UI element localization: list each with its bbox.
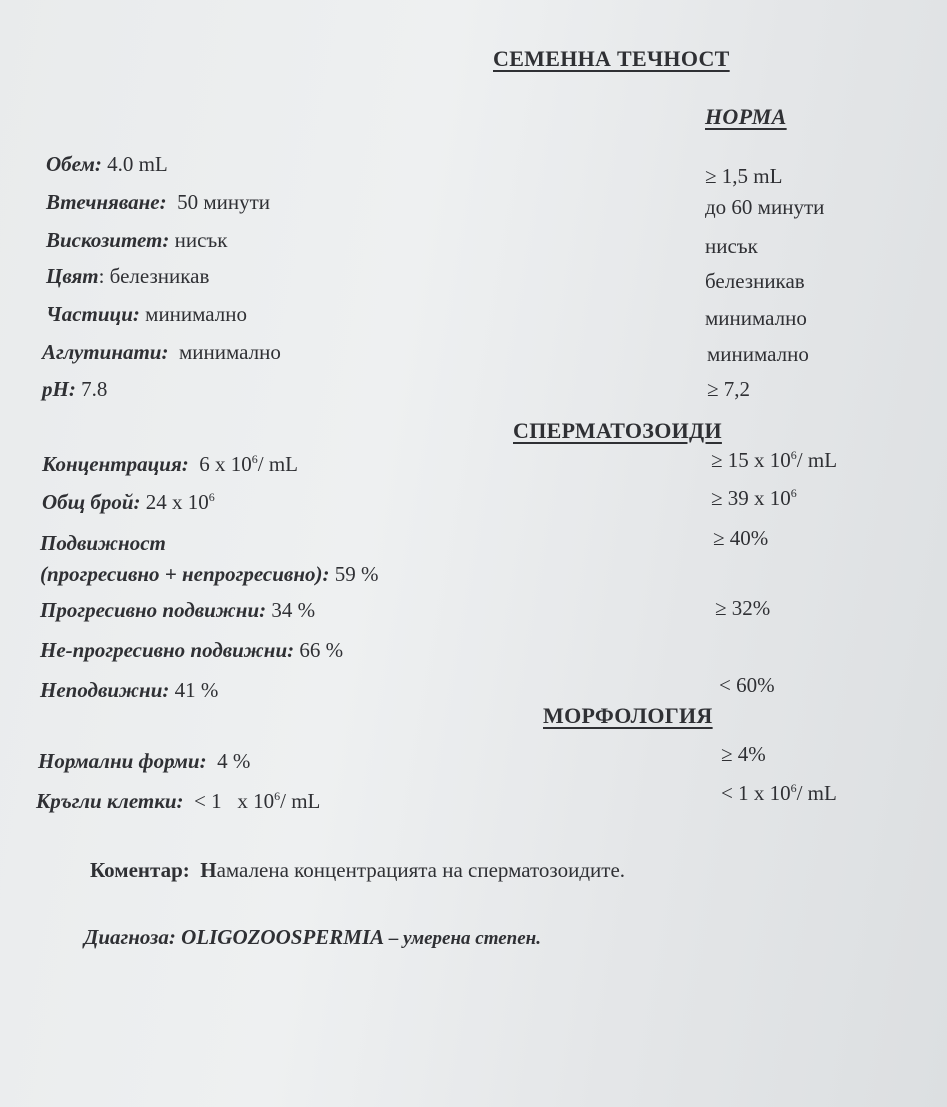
value-non-progressive: 66 % xyxy=(294,638,344,662)
norm-normal-forms: ≥ 4% xyxy=(721,742,766,766)
heading-semen-fluid: СЕМЕННА ТЕЧНОСТ xyxy=(493,46,730,71)
value-ph: 7.8 xyxy=(75,377,108,401)
norm-concentration-value: ≥ 15 x 10 xyxy=(711,448,791,472)
row-color xyxy=(46,264,209,289)
label-volume: Обем: xyxy=(46,152,102,176)
label-motility-detail: (прогресивно + непрогресивно): xyxy=(40,562,330,586)
row-non-progressive xyxy=(40,638,343,663)
norm-motility: ≥ 40% xyxy=(713,526,769,550)
diagnosis-label: Диагноза: xyxy=(84,925,176,949)
norm-total-count-exp: 6 xyxy=(790,486,797,500)
row-volume xyxy=(46,152,168,177)
diagnosis-line xyxy=(84,925,541,950)
value-round-cells: < 1 x 10 xyxy=(183,789,275,813)
norm-round-cells-exp: 6 xyxy=(790,781,797,795)
label-agglutinates: Аглутинати: xyxy=(42,340,169,364)
label-non-progressive: Не-прогресивно подвижни: xyxy=(40,638,295,662)
diagnosis-tail: – умерена степен. xyxy=(384,928,541,949)
label-particles: Частици: xyxy=(46,302,140,326)
norm-immotile: < 60% xyxy=(719,673,775,697)
value-motility: 59 % xyxy=(329,562,379,586)
value-progressive: 34 % xyxy=(266,598,316,622)
norm-concentration xyxy=(711,448,837,473)
row-ph xyxy=(42,377,107,402)
row-concentration xyxy=(42,452,298,477)
value-particles: минимално xyxy=(139,302,248,326)
norm-round-cells-unit: / mL xyxy=(796,781,837,805)
label-normal-forms: Нормални форми: xyxy=(38,749,207,773)
value-immotile: 41 % xyxy=(169,678,219,702)
label-viscosity: Вискозитет: xyxy=(46,228,170,252)
exp-total-count: 6 xyxy=(208,490,215,504)
unit-concentration: / mL xyxy=(257,452,299,476)
value-normal-forms: 4 % xyxy=(206,749,251,773)
label-total-count: Общ брой: xyxy=(42,490,141,514)
unit-round-cells: / mL xyxy=(280,789,321,813)
norm-progressive: ≥ 32% xyxy=(715,596,771,620)
heading-spermatozoa: СПЕРМАТОЗОИДИ xyxy=(513,418,722,443)
value-total-count: 24 x 10 xyxy=(140,490,209,514)
label-round-cells: Кръгли клетки: xyxy=(36,789,184,813)
value-concentration: 6 x 10 xyxy=(188,452,252,476)
diagnosis-value: OLIGOZOOSPERMIA xyxy=(175,925,385,949)
value-liquefaction: 50 минути xyxy=(166,190,271,214)
row-liquefaction xyxy=(46,190,270,215)
row-viscosity xyxy=(46,228,227,253)
norm-concentration-unit: / mL xyxy=(796,448,838,472)
norm-concentration-exp: 6 xyxy=(790,448,797,462)
row-immotile xyxy=(40,678,218,703)
exp-round-cells: 6 xyxy=(274,789,281,803)
label-color: Цвят xyxy=(46,264,99,288)
label-motility: Подвижност xyxy=(40,531,166,555)
row-round-cells xyxy=(36,789,320,814)
value-color: : белезникав xyxy=(98,264,210,288)
row-particles xyxy=(46,302,247,327)
norm-agglutinates: минимално xyxy=(707,342,809,366)
norm-round-cells-value: < 1 x 10 xyxy=(721,781,791,805)
comment-lead: Н xyxy=(189,858,217,882)
norm-particles: минимално xyxy=(705,306,807,330)
norm-ph: ≥ 7,2 xyxy=(707,377,751,401)
value-agglutinates: минимално xyxy=(168,340,281,364)
norm-total-count xyxy=(711,486,797,511)
heading-morphology: МОРФОЛОГИЯ xyxy=(543,703,713,728)
label-immotile: Неподвижни: xyxy=(40,678,170,702)
row-agglutinates xyxy=(42,340,281,365)
heading-norm: НОРМА xyxy=(705,104,787,129)
value-viscosity: нисък xyxy=(169,228,228,252)
norm-color: белезникав xyxy=(705,269,805,293)
row-progressive xyxy=(40,598,315,623)
row-total-count xyxy=(42,490,215,515)
norm-liquefaction: до 60 минути xyxy=(705,195,825,219)
exp-concentration: 6 xyxy=(251,452,258,466)
row-normal-forms xyxy=(38,749,250,774)
label-progressive: Прогресивно подвижни: xyxy=(40,598,267,622)
row-motility-detail xyxy=(40,562,378,587)
comment-line xyxy=(90,858,625,883)
comment-label: Коментар: xyxy=(90,858,190,882)
comment-text: амалена концентрацията на сперматозоидите. xyxy=(216,858,626,882)
label-concentration: Концентрация: xyxy=(42,452,189,476)
label-ph: pH: xyxy=(42,377,76,401)
norm-viscosity: нисък xyxy=(705,234,758,258)
norm-volume: ≥ 1,5 mL xyxy=(705,164,783,188)
value-volume: 4.0 mL xyxy=(101,152,168,176)
norm-round-cells xyxy=(721,781,837,806)
norm-total-count-value: ≥ 39 x 10 xyxy=(711,486,791,510)
label-liquefaction: Втечняване: xyxy=(46,190,167,214)
